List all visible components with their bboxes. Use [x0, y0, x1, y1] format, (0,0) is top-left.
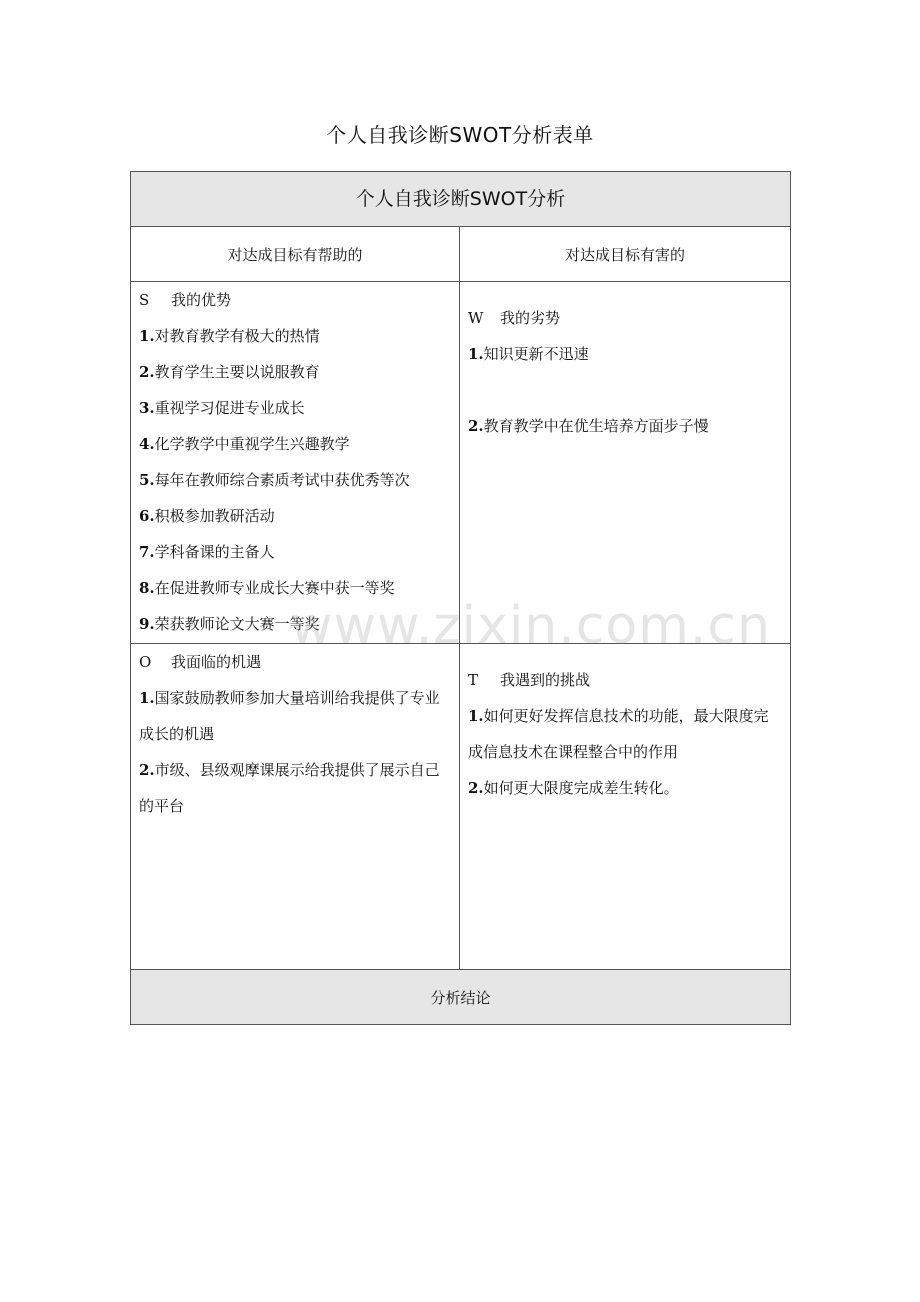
document-title: 个人自我诊断SWOT分析表单 [326, 123, 594, 147]
strengths-title: 我的优势 [171, 291, 232, 309]
conclusion-row: 分析结论 [131, 970, 791, 1025]
opportunity-item: 2.市级、县级观摩课展示给我提供了展示自己的平台 [139, 761, 440, 815]
strength-item: 2.教育学生主要以说服教育 [139, 363, 320, 381]
opportunity-item: 1.国家鼓励教师参加大量培训给我提供了专业成长的机遇 [139, 689, 440, 743]
strength-item: 4.化学教学中重视学生兴趣教学 [139, 435, 350, 453]
weaknesses-heading [468, 300, 782, 336]
strength-item: 9.荣获教师论文大赛一等奖 [139, 615, 320, 633]
weaknesses-cell [460, 282, 791, 644]
strength-item: 8.在促进教师专业成长大赛中获一等奖 [139, 579, 395, 597]
opportunities-title: 我面临的机遇 [171, 653, 262, 671]
column-helpful: 对达成目标有帮助的 [131, 227, 460, 282]
strength-item: 6.积极参加教研活动 [139, 507, 275, 525]
strength-item: 1.对教育教学有极大的热情 [139, 327, 320, 345]
strength-item: 3.重视学习促进专业成长 [139, 399, 305, 417]
opportunities-letter: O [139, 653, 152, 671]
strengths-letter: S [139, 291, 150, 309]
watermark-text: www.zixin.com.cn [290, 596, 771, 656]
opportunities-cell [131, 644, 460, 970]
strength-item: 5.每年在教师综合素质考试中获优秀等次 [139, 471, 410, 489]
threat-item: 2.如何更大限度完成差生转化。 [468, 779, 679, 797]
weaknesses-title: 我的劣势 [500, 309, 561, 327]
strength-item: 7.学科备课的主备人 [139, 543, 275, 561]
weakness-item: 2.教育教学中在优生培养方面步子慢 [468, 417, 709, 435]
opportunities-heading [139, 644, 451, 680]
weakness-item: 1.知识更新不迅速 [468, 345, 589, 363]
strengths-cell [131, 282, 460, 644]
threats-cell [460, 644, 791, 970]
column-harmful: 对达成目标有害的 [460, 227, 791, 282]
threats-title: 我遇到的挑战 [500, 671, 591, 689]
weaknesses-letter: W [468, 309, 484, 327]
strengths-heading [139, 282, 451, 318]
threats-letter: T [468, 671, 479, 689]
threat-item: 1.如何更好发挥信息技术的功能，最大限度完成信息技术在课程整合中的作用 [468, 707, 769, 761]
table-header: 个人自我诊断SWOT分析 [131, 172, 791, 227]
threats-heading [468, 662, 782, 698]
swot-table [130, 171, 791, 1025]
